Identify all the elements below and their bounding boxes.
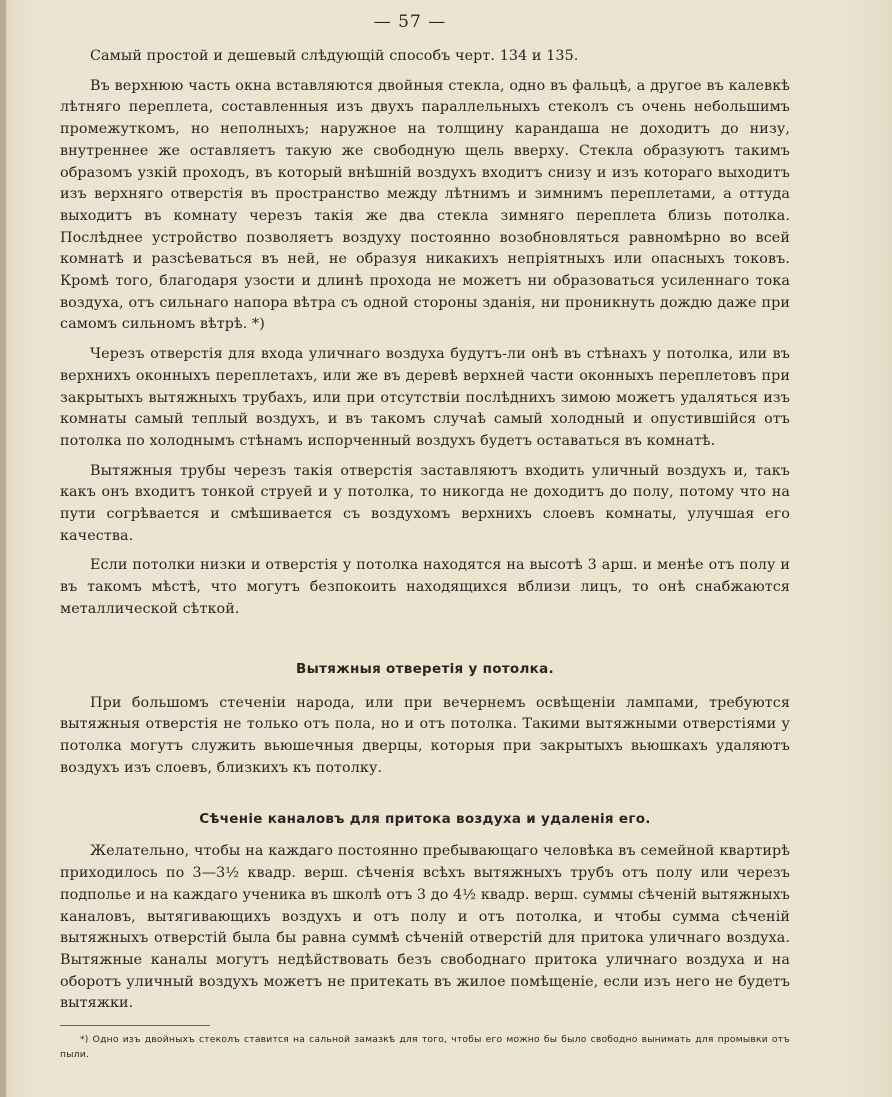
paragraph: Если потолки низки и отверстія у потолка находятся на высотѣ 3 арш. и менѣе отъ полу и въ такомъ мѣстѣ, что могутъ безпокоить находящихся вблизи лицъ, то онѣ снабжаются металлической сѣткой.	[60, 557, 790, 617]
page-content	[60, 46, 790, 1062]
paragraph: Желательно, чтобы на каждаго постоянно пребывающаго человѣка въ семейной квартирѣ приходилось по 3—3½ квадр. верш. сѣченія всѣхъ вытяжныхъ трубъ отъ полу или черезъ подполье и на каждаго ученика въ школѣ отъ 3 до 4½ квадр. верш. суммы сѣченій вытяжныхъ каналовъ, вытягивающихъ воздухъ и отъ полу и отъ потолка, и чтобы сумма сѣченій вытяжныхъ отверстій была бы равна суммѣ сѣченій отверстій для притока уличнаго воздуха. Вытяжные каналы могутъ недѣйствовать безъ свободнаго притока уличнаго воздуха и на оборотъ уличный воздухъ можетъ не притекать въ жилое помѣщеніе, если изъ него не будетъ вытяжки.	[60, 843, 790, 1012]
section-heading: Сѣченіе каналовъ для притока воздуха и удаленія его.	[199, 811, 651, 828]
page-binding-edge	[0, 0, 6, 1097]
paragraph: Вытяжныя трубы черезъ такія отверстія заставляютъ входить уличный воздухъ и, такъ какъ онъ входитъ тонкой струей и у потолка, то никогда не доходитъ до полу, потому что на пути согрѣвается и смѣшивается съ воздухомъ верхнихъ слоевъ комнаты, улучшая его качества.	[60, 462, 790, 544]
paragraph: Въ верхнюю часть окна вставляются двойныя стекла, одно въ фальцѣ, а другое въ калевкѣ лѣтняго переплета, составленныя изъ двухъ параллельныхъ стеколъ съ очень небольшимъ промежуткомъ, но неполныхъ; наружное на толщину карандаша не доходитъ до низу, внутреннее же оставляетъ такую же свободную щель вверху. Стекла образуютъ такимъ образомъ узкій проходъ, въ который внѣшній воздухъ входитъ снизу и изъ котораго выходитъ изъ верхняго отверстія въ пространство между лѣтнимъ и зимнимъ переплетами, а оттуда выходитъ въ комнату черезъ такія же два стекла зимняго переплета близь потолка. Послѣднее устройство позволяетъ воздуху постоянно возобновляться равномѣрно во всей комнатѣ и разсѣеваться въ ней, не образуя никакихъ непріятныхъ или опасныхъ токовъ. Кромѣ того, благодаря узости и длинѣ прохода не можетъ ни образоваться усиленнаго тока воздуха, отъ сильнаго напора вѣтра съ одной стороны зданія, ни проникнуть дождю даже при самомъ сильномъ вѣтрѣ. *)	[60, 77, 790, 333]
paragraph: При большомъ стеченіи народа, или при вечернемъ освѣщеніи лампами, требуются вытяжныя отверстія не только отъ пола, но и отъ потолка. Такими вытяжными отверстіями у потолка могутъ служить вьюшечныя дверцы, которыя при закрытыхъ вьюшкахъ удаляютъ воздухъ изъ слоевъ, близкихъ къ потолку.	[60, 694, 790, 776]
page-number: — 57 —	[373, 12, 447, 32]
section-heading: Вытяжныя отверетія у потолка.	[296, 660, 554, 677]
paragraph: Черезъ отверстія для входа уличнаго воздуха будутъ-ли онѣ въ стѣнахъ у потолка, или въ верхнихъ оконныхъ переплетахъ, или же въ деревѣ верхней части оконныхъ переплетовъ при закрытыхъ вытяжныхъ трубахъ, или при отсутствіи послѣднихъ зимою можетъ удаляться изъ комнаты самый теплый воздухъ, и въ такомъ случаѣ самый холодный и опустившійся отъ потолка по холоднымъ стѣнамъ испорченный воздухъ будетъ оставаться въ комнатѣ.	[60, 346, 790, 449]
paragraph: Самый простой и дешевый слѣдующій способъ черт. 134 и 135.	[90, 48, 579, 64]
footnote-divider	[60, 1025, 210, 1026]
footnote: *) Одно изъ двойныхъ стеколъ ставится на сальной замазкѣ для того, чтобы его можно бы было свободно вынимать для промывки отъ пыли.	[60, 1034, 790, 1061]
